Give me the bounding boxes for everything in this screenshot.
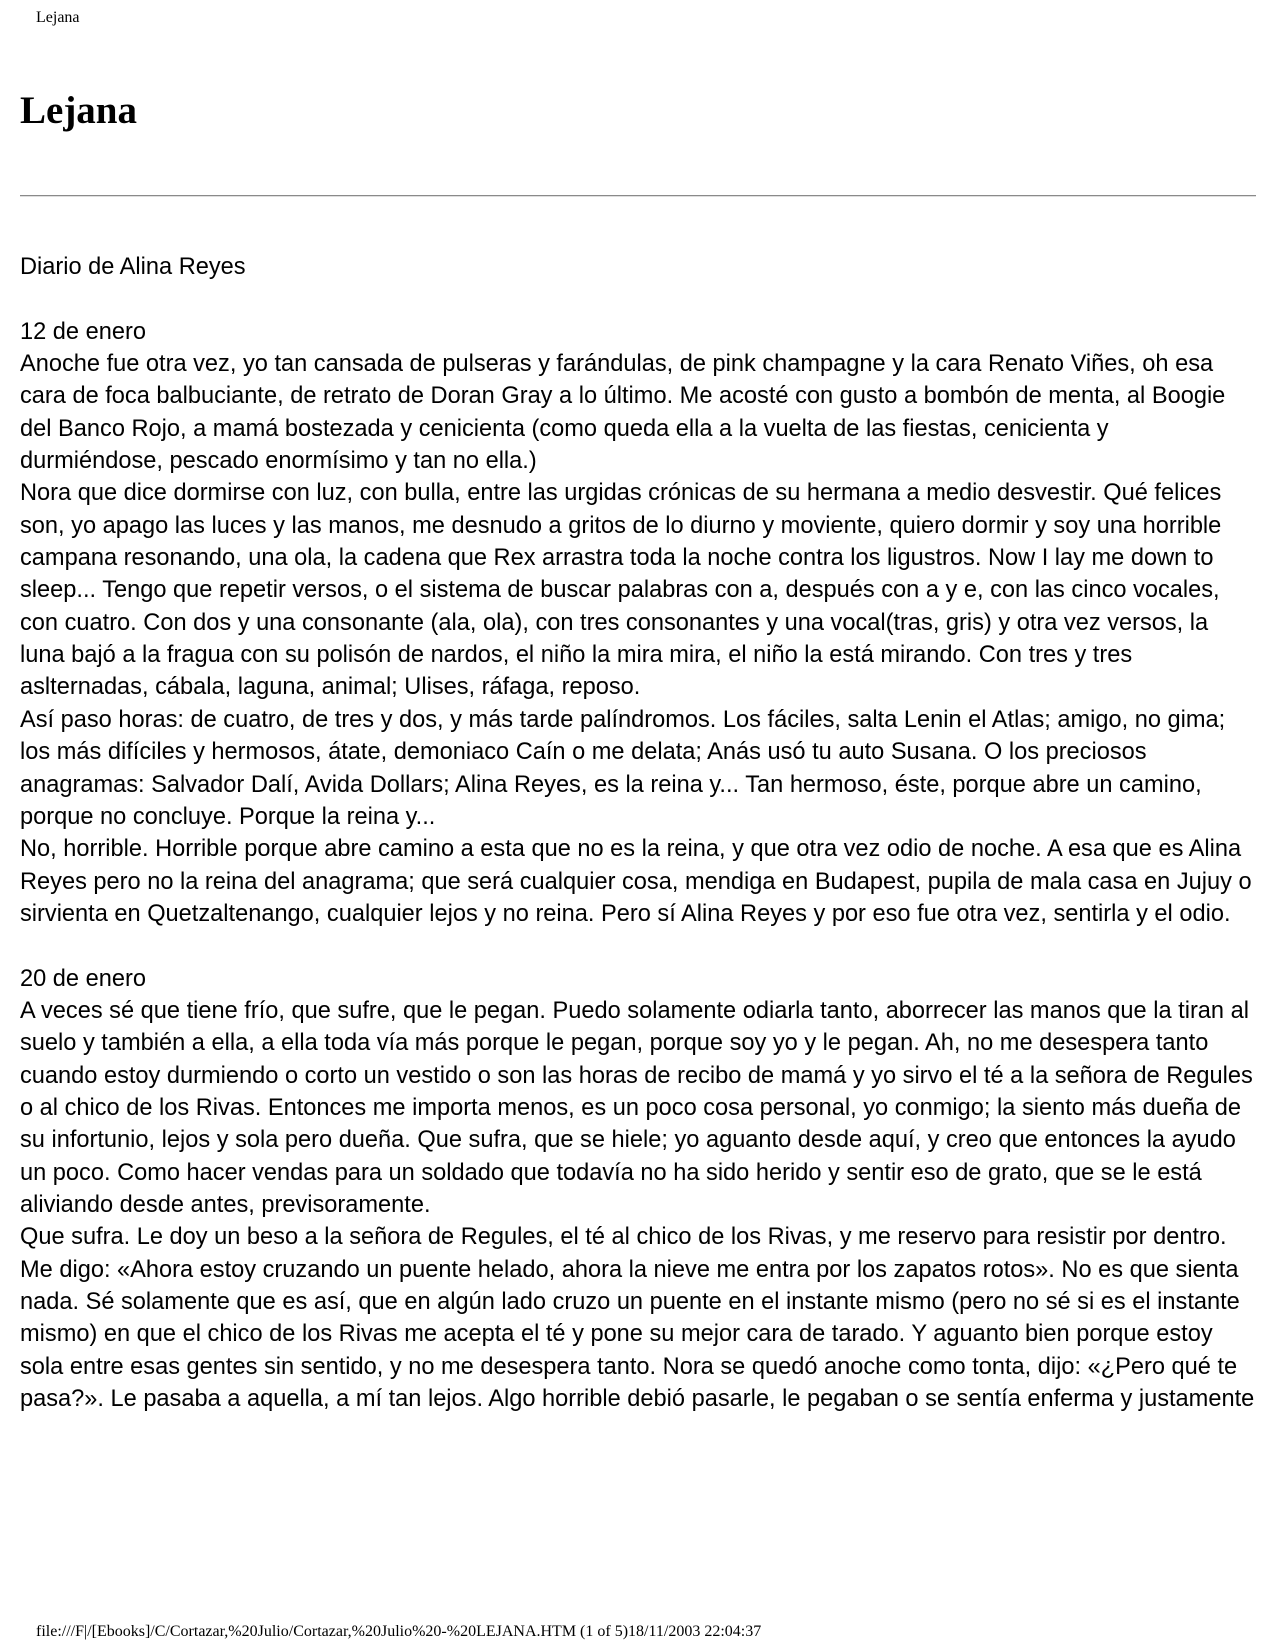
paragraph: Nora que dice dormirse con luz, con bulla, entre las urgidas crónicas de su hermana a medio desvestir. Qué felices son, yo apago las luces y las manos, me desnudo a gritos de lo diurno y moviente, quiero dormir y soy una horrible campana resonando, una ola, la cadena que Rex arrastra toda la noche contra los ligustros. Now I lay me down to sleep... Tengo que repetir versos, o el sistema de buscar palabras con a, después con a y e, con las cinco vocales, con cuatro. Con dos y una consonante (ala, ola), con tres consonantes y una vocal(tras, gris) y otra vez versos, la luna bajó a la fragua con su polisón de nardos, el niño la mira mira, el niño la está mirando. Con tres y tres aslternadas, cábala, laguna, animal; Ulises, ráfaga, reposo. <box>20 480 1222 701</box>
paragraph: A veces sé que tiene frío, que sufre, que le pegan. Puedo solamente odiarla tanto, aborrecer las manos que la tiran al suelo y también a ella, a ella toda vía más porque le pegan, porque soy yo y le pegan. Ah, no me desespera tanto cuando estoy durmiendo o corto un vestido o son las horas de recibo de mamá y yo sirvo el té a la señora de Regules o al chico de los Rivas. Entonces me importa menos, es un poco cosa personal, yo conmigo; la siento más dueña de su infortunio, lejos y sola pero dueña. Que sufra, que se hiele; yo aguanto desde aquí, y creo que entonces la ayudo un poco. Como hacer vendas para un soldado que todavía no ha sido herido y sentir eso de grato, que se le está aliviando desde antes, previsoramente. <box>20 997 1253 1218</box>
print-footer-url: file:///F|/[Ebooks]/C/Cortazar,%20Julio/Cortazar,%20Julio%20-%20LEJANA.HTM (1 of 5)18/11/2003 22:04:37 <box>36 1623 762 1640</box>
spacer <box>20 283 1258 315</box>
paragraph: No, horrible. Horrible porque abre camino a esta que no es la reina, y que otra vez odio de noche. A esa que es Alina Reyes pero no la reina del anagrama; que será cualquier cosa, mendiga en Budapest, pupila de mala casa en Jujuy o sirvienta en Quetzaltenango, cualquier lejos y no reina. Pero sí Alina Reyes y por eso fue otra vez, sentirla y el odio. <box>20 836 1252 927</box>
title-divider <box>20 195 1256 197</box>
paragraph: Que sufra. Le doy un beso a la señora de Regules, el té al chico de los Rivas, y me reservo para resistir por dentro. Me digo: «Ahora estoy cruzando un puente helado, ahora la nieve me entra por los zapatos rotos». No es que sienta nada. Sé solamente que es así, que en algún lado cruzo un puente en el instante mismo (pero no sé si es el instante mismo) en que el chico de los Rivas me acepta el té y pone su mejor cara de tarado. Y aguanto bien porque estoy sola entre esas gentes sin sentido, y no me desespera tanto. Nora se quedó anoche como tonta, dijo: «¿Pero qué te pasa?». Le pasaba a aquella, a mí tan lejos. Algo horrible debió pasarle, le pegaban o se sentía enferma y justamente <box>20 1224 1255 1413</box>
spacer <box>20 930 1258 962</box>
entry-date: 20 de enero <box>20 965 146 992</box>
paragraph: Anoche fue otra vez, yo tan cansada de pulseras y farándulas, de pink champagne y la cara Renato Viñes, oh esa cara de foca balbuciante, de retrato de Doran Gray a lo último. Me acosté con gusto a bombón de menta, al Boogie del Banco Rojo, a mamá bostezada y cenicienta (como queda ella a la vuelta de las fiestas, cenicienta y durmiéndose, pescado enormísimo y tan no ella.) <box>20 351 1226 475</box>
print-header: Lejana <box>36 9 80 26</box>
entry-date: 12 de enero <box>20 318 146 345</box>
page-title: Lejana <box>20 89 137 132</box>
diary-subtitle: Diario de Alina Reyes <box>20 254 246 280</box>
paragraph: Así paso horas: de cuatro, de tres y dos, y más tarde palíndromos. Los fáciles, salta Lenin el Atlas; amigo, no gima; los más difíciles y hermosos, átate, demoniaco Caín o me delata; Anás usó tu auto Susana. O los preciosos anagramas: Salvador Dalí, Avida Dollars; Alina Reyes, es la reina y... Tan hermoso, éste, porque abre un camino, porque no concluye. Porque la reina y... <box>20 706 1226 830</box>
document-body <box>20 251 1258 1415</box>
